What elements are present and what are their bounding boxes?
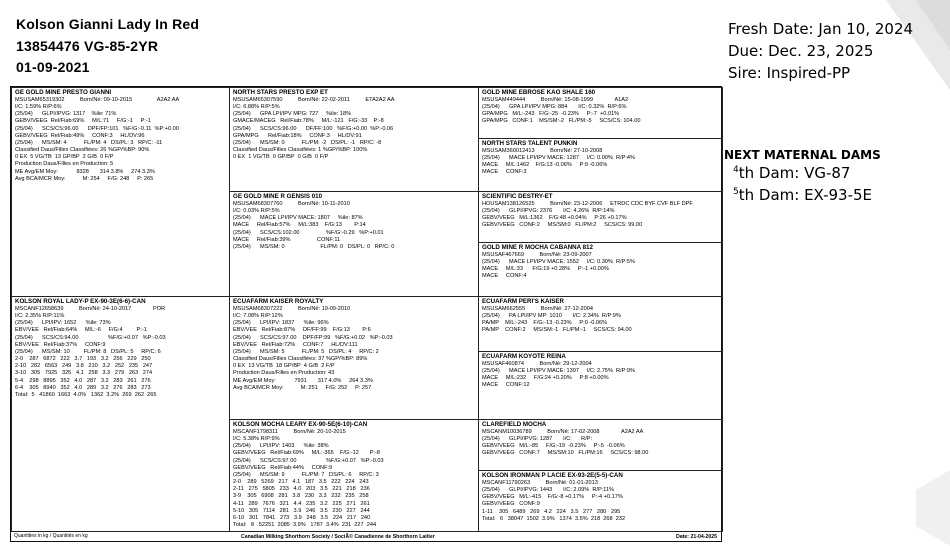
cell-animal-name: GE GOLD MINE R GENSIS 010: [233, 193, 323, 200]
cell-data-line: (25/04) MACE LPI/IPV MACE: 1287 I/C: 0.00% R/P:4%: [482, 155, 635, 162]
cell-animal-name: NORTH STARS PRESTO EXP ET: [233, 89, 328, 96]
pedigree-document: [10, 86, 722, 542]
cell-data-line: (25/04) MS/SM: 0 FL/PM: 0 DS/PL: 0 RP/C: 0: [233, 243, 395, 250]
cell-data-line: 2-0 289 5269 217 4.1 187 3.5 222 224 243: [233, 479, 369, 486]
cell-data-line: MSUSAM68307222 Born/Né: 19-09-2010: [233, 305, 351, 312]
pedigree-cell-sire-dam: [229, 191, 479, 297]
cell-data-line: (25/04) GLPI/IPVG: 1443 I/C: 2.09% R/P:11%: [482, 487, 615, 494]
cell-data-line: (25/04) LPI/IPV: 1652 %ile: 73%: [15, 320, 111, 327]
cell-data-line: (25/04) MACE LPI/IPV MACE: 1807 %ile: 87%: [233, 215, 363, 222]
cell-data-line: ME Avg/EM Moy: 8328 314 3.8% 274 3.3%: [15, 168, 155, 175]
cell-animal-name: ECUAFARM KOYOTE REINA: [482, 353, 566, 360]
cell-data-line: (25/04) GPA LPI/IPV MPG: 884 I/C: 0.32% R/P:6%: [482, 104, 627, 111]
cell-data-line: I/C: 1.59% R/P:6%: [15, 104, 62, 111]
cell-data-line: Total: 6 38047 1502 3.9% 1374 3.5% 218 268 232: [482, 515, 626, 522]
pedigree-cell-dam-sire: [229, 296, 479, 420]
fourth-dam: $^4$th Dam: VG-87: [733, 164, 851, 182]
cell-data-line: PA/MP CONF:2 MS/SM:-1 FL/PM:-1 SCS/CS: 94.00: [482, 327, 632, 334]
cell-data-line: MSCANF1798311 Born/Né: 20-10-2015: [233, 428, 346, 435]
cell-data-line: (25/04) GPA LPI/IPV MPG: 727 %ile: 18%: [233, 111, 352, 118]
cell-data-line: MACE M/L:232 F/G:24 +0.20% P:8 +0.00%: [482, 375, 609, 382]
cell-data-line: (25/04) LPI/IPV: 1837 %ile: 96%: [233, 320, 329, 327]
cell-data-line: (25/04) MS/SM: 10 FL/PM: 8 DS/PL: 5 RP/C: 6: [15, 348, 161, 355]
cell-animal-name: KOLSON MOCHA LEARY EX-90-5E(6-10)-CAN: [233, 421, 368, 428]
cell-data-line: PA/MP M/L:-243 F/G:-13 -0.23% P:0 -0.06%: [482, 320, 608, 327]
cell-data-line: GEBV/VÉEG Rel/Fiab:49% CONF:3 HL/DV:96: [15, 132, 145, 139]
cell-data-line: Total: 5 41860 1663 4.0% 1362 3.2% 269 262 265: [15, 391, 157, 398]
cell-data-line: GMACE/MACEG Rel/Fiab:78% M/L:-121 F/G:-33 P:-8: [233, 118, 384, 125]
cell-data-line: (25/04) LPI/IPV: 1403 %ile: 38%: [233, 443, 329, 450]
footer-quantities-note: Quantities in kg / Quantités en kg: [14, 533, 88, 539]
cell-animal-name: GOLD MINE EBROSE KAO SHALE 160: [482, 89, 596, 96]
sire: Sire: Inspired-PP: [728, 64, 851, 82]
cell-data-line: GPA/MPG CONF:1 MS/SM:-2 FL/PM:-5 SCS/CS: 104.00: [482, 118, 641, 125]
cell-data-line: MSUSAF460874 Born/Né: 29-12-2004: [482, 360, 592, 367]
footer-society: Canadian Milking Shorthorn Society / SociÃ© Canadienne de Shorthorn Laitier: [241, 534, 435, 540]
pedigree-cell-sire: [11, 87, 230, 297]
cell-data-line: I/C: 7.08% R/P:12%: [233, 313, 283, 320]
cell-data-line: (25/04) SCS/CS:97.00 %F/G:+0.07 %P:-0.03: [233, 457, 384, 464]
pedigree-cell-sdd: [478, 242, 723, 297]
cell-data-line: EBV/VÉE Rel/Fiab:72% CONF:7 HL/DV:111: [233, 341, 358, 348]
cell-data-line: MACE CONF:12: [482, 382, 530, 389]
cell-animal-name: KOLSON ROYAL LADY-P EX-90-3E(6-6)-CAN: [15, 298, 146, 305]
fifth-dam: $^5$th Dam: EX-93-5E: [733, 186, 873, 204]
cell-data-line: GEBV/VÉEG M/L:-85 F/G:-19 -0.23% P:-5 -0.06%: [482, 443, 625, 450]
cell-data-line: GEBV/VÉEG Rel/Fiab:69% M/L:71 F/G:-1 P:-1: [15, 118, 151, 125]
cell-data-line: MACE M/L:33 F/G:19 +0.28% P:-1 +0.00%: [482, 266, 609, 273]
cell-data-line: (25/04) SCS/CS:96.00 DF/FF:100 %F/G:+0.00 %P:-0.06: [233, 125, 394, 132]
cell-data-line: EBV/VÉE Rel/Fiab:87% DF/FF:99 F/G:13 P:6: [233, 327, 371, 334]
pedigree-cell-sire-sire: [229, 87, 479, 192]
pedigree-cell-dam-dam: [229, 419, 479, 532]
maternal-dams-title: NEXT MATERNAL DAMS: [724, 148, 881, 162]
cell-data-line: Avg BCA/MCR Moy: M: 254 F/G: 248 P: 265: [15, 175, 154, 182]
cell-animal-name: NORTH STARS TALENT PUNKIN: [482, 140, 578, 147]
cell-data-line: MSCANM10036789 Born/Né: 17-02-2008 A2A2 AA: [482, 428, 644, 435]
cell-data-line: GEBV/VÉEG Rel/Fiab:44% CONF:9: [233, 464, 333, 471]
registration-line: 13854476 VG-85-2YR: [16, 38, 159, 54]
cell-data-line: (25/04) MS/SM: 0 FL/PM: -2 DS/PL: -1 RP/C: -8: [233, 139, 382, 146]
cell-data-line: MSUSAF467669 Born/Né: 23-09-2007: [482, 251, 592, 258]
cell-data-line: 1-11 305 6489 269 4.2 224 3.5 277 280 295: [482, 508, 621, 515]
cell-data-line: MSCANF12658639 Born/Né: 24-10-2017 POR: [15, 305, 166, 312]
cell-data-line: I/C: 5.38% R/P:9%: [233, 436, 280, 443]
pedigree-cell-sds: [478, 191, 723, 243]
cell-data-line: 2-11 275 5805 233 4.0 203 3.5 221 218 236: [233, 486, 370, 493]
cell-data-line: (25/04) MS/SM: 4 FL/PM: 4 DS/PL: 3 RP/C: -11: [15, 139, 163, 146]
cell-data-line: MACE Rel/Fiab:57% M/L:383 F/G:13 P:14: [233, 222, 366, 229]
cell-data-line: 5-4 298 8895 352 4.0 287 3.2 283 261 276: [15, 377, 151, 384]
cell-data-line: GEBV/VÉEG M/L:1362 F/G:48 +0.04% P:26 +0.17%: [482, 215, 627, 222]
cell-data-line: MSUSAM65319302 Born/Né: 09-10-2015 A2A2 AA: [15, 96, 180, 103]
cell-data-line: MSCANF11790263 Born/Né: 01-01-2013: [482, 479, 598, 486]
pedigree-cell-dds: [478, 419, 723, 471]
cell-data-line: 0 EX 13 VG/TB 18 GP/BP 4 G/B 2 F/P: [233, 363, 335, 370]
pedigree-cell-sss: [478, 87, 723, 139]
cell-data-line: GPA/MPG Rel/Fiab:18% CONF:3 HL/DV:91: [233, 132, 362, 139]
cell-data-line: (25/04) SCS/CS:102.00 %F/G:-0.29 %P:+0.01: [233, 229, 384, 236]
cell-data-line: (25/04) MS/SM: 9 FL/PM: 7 DS/PL: 6 RP/C: 3: [233, 471, 379, 478]
cell-data-line: (25/04) SCS/CS:94.00 %F/G:+0.07 %P:-0.03: [15, 334, 166, 341]
cell-data-line: Production Daus/Filles en Production: 43: [233, 370, 335, 377]
cell-animal-name: SCIENTIFIC DESTRY-ET: [482, 193, 553, 200]
cell-data-line: GEBV/VÉEG CONF:7 MS/SM:10 FL/PM:16 SCS/CS: 98.00: [482, 450, 649, 457]
cell-data-line: GPA/MPG M/L:-243 F/G:-25 -0.23% P:-7 +0.01%: [482, 111, 620, 118]
corner-decoration-right-arrow: [916, 470, 950, 546]
cell-data-line: Classified Daus/Filles Classifiées: 37 %GP/%BP: 89%: [233, 356, 368, 363]
pedigree-cell-ssd: [478, 138, 723, 192]
cell-data-line: MACE Rel/Fiab:39% CONF:11: [233, 236, 341, 243]
cell-data-line: MSUSAM360012413 Born/Né: 27-10-2008: [482, 147, 603, 154]
pedigree-cell-ddd: [478, 470, 723, 532]
footer-date: Date: 21-04-2025: [676, 534, 717, 540]
cell-data-line: I/C: 2.35% R/P:11%: [15, 313, 65, 320]
pedigree-cell-dsd: [478, 351, 723, 420]
cell-data-line: MSUSAM68307760 Born/Né: 10-11-2010: [233, 200, 350, 207]
cell-data-line: (25/04) GLPI/IPVG: 1317 %ile: 71%: [15, 111, 117, 118]
cell-data-line: Classified Daus/Filles Classifiées: 1 %GP/%BP: 100%: [233, 147, 368, 154]
cell-data-line: 0 EX 5 VG/TB 13 GP/BP 2 G/B 0 F/P: [15, 154, 114, 161]
cell-data-line: 3-10 305 7925 325 4.1 258 3.3 279 263 274: [15, 370, 153, 377]
cell-data-line: (25/04) SCS/CS:97.00 DPF/FP:99 %F/G:+0.02 %P:-0.03: [233, 334, 393, 341]
cell-data-line: (25/04) GLPI/IPVG: 1287 I/C: R/P:: [482, 436, 593, 443]
cell-animal-name: ECUAFARM KAISER ROYALTY: [233, 298, 324, 305]
cell-data-line: MACE CONF:4: [482, 273, 527, 280]
fresh-date: Fresh Date: Jan 10, 2024: [728, 20, 914, 38]
cell-data-line: (25/04) GLPI/IPVG: 2376 I/C: 4.26% R/P:14%: [482, 208, 615, 215]
cell-data-line: Classified Daus/Filles Classifiées: 26 %GP/%BP: 90%: [15, 147, 150, 154]
cell-data-line: Production Daus/Filles en Production: 5: [15, 161, 114, 168]
cell-data-line: 0 EX 1 VG/TB 0 GP/BP 0 G/B 0 F/P: [233, 154, 329, 161]
cell-data-line: (25/04) MACE LPI/IPV MACE: 1552 I/C: 0.30% R/P:5%: [482, 259, 635, 266]
cell-data-line: EBV/VÉE Rel/Fiab:64% M/L:-6 F/G:4 P:-1: [15, 327, 147, 334]
pedigree-cell-dss: [478, 296, 723, 352]
cell-data-line: 6-4 305 8940 352 4.0 289 3.2 276 283 273: [15, 384, 151, 391]
cell-data-line: 5-10 305 7114 281 3.9 246 3.5 230 227 244: [233, 507, 370, 514]
cell-data-line: (25/04) PA LPI/IPV MP: 1010 I/C: 2.34% R/P:9%: [482, 313, 621, 320]
cell-data-line: 2-10 282 6563 249 3.8 210 3.2 252 235 247: [15, 363, 153, 370]
cell-animal-name: GOLD MINE R MOCHA CABANNA 812: [482, 244, 593, 251]
cell-data-line: 2-0 287 6872 222 3.7 193 3.2 256 229 250: [15, 356, 151, 363]
cell-data-line: MACE CONF:3: [482, 169, 527, 176]
cow-name: Kolson Gianni Lady In Red: [16, 16, 200, 32]
cell-data-line: I/C: 0.03% R/P:5%: [233, 208, 280, 215]
cell-animal-name: ECUAFARM PERI'S KAISER: [482, 298, 564, 305]
cell-data-line: (25/04) MS/SM: 5 FL/PM: 5 DS/PL: 4 RP/C: 2: [233, 348, 379, 355]
pedigree-cell-dam: [11, 296, 230, 532]
cell-data-line: 4-11 289 7676 321 4.4 235 3.2 225 271 261: [233, 500, 370, 507]
cell-data-line: MSUSAM449444 Born/Né: 15-08-1999 A1A2: [482, 96, 629, 103]
cell-data-line: 6-10 301 7841 273 3.9 248 3.5 224 217 240: [233, 514, 371, 521]
cell-data-line: GEBV/VÉEG CONF:9: [482, 501, 540, 508]
cell-data-line: MSUSAM65307590 Born/Né: 22-02-2011 ETA2A2 AA: [233, 96, 395, 103]
cell-data-line: ME Avg/EM Moy: 7931 317 4.0% 264 3.3%: [233, 377, 373, 384]
cell-data-line: GEBV/VÉEG Rel/Fiab:69% M/L:-365 F/G:-12 P:-8: [233, 450, 381, 457]
cell-animal-name: KOLSON IRONMAN P LACIE EX-93-2E(5-5)-CAN: [482, 472, 623, 479]
cell-data-line: GEBV/VÉEG CONF:2 MS/SM:0 FL/PM:2 SCS/CS: 99.00: [482, 222, 643, 229]
cell-data-line: GEBV/VÉEG M/L:-415 F/G:-8 +0.17% P:-4 +0.17%: [482, 494, 623, 501]
due-date: Due: Dec. 23, 2025: [728, 42, 874, 60]
cell-data-line: Avg BCA/MCR Moy: M: 251 F/G: 252 P: 257: [233, 384, 372, 391]
cell-animal-name: GE GOLD MINE PRESTO GIANNI: [15, 89, 112, 96]
birth-date: 01-09-2021: [16, 59, 90, 75]
cell-data-line: I/C: 6.88% R/P:5%: [233, 104, 280, 111]
cell-data-line: HOUSAM138126525 Born/Né: 23-12-2006 ETRDC CDC BYF CVF BLF DPF: [482, 200, 693, 207]
cell-data-line: MACE M/L:1462 F/G:13 -0.06% P:9 -0.06%: [482, 162, 608, 169]
cell-animal-name: CLAREFIELD MOCHA: [482, 421, 547, 428]
cell-data-line: (25/04) MACE LPI/IPV MACE: 1397 I/C: 2.75% R/P:9%: [482, 368, 635, 375]
cell-data-line: (25/04) SCS/CS:96.00 DPF/FP:101 %F/G:-0.11 %P:+0.00: [15, 125, 179, 132]
cell-data-line: EBV/VÉE Rel/Fiab:37% CONF:9: [15, 341, 106, 348]
cell-data-line: 3-9 305 6908 281 3.8 230 3.3 232 235 258: [233, 493, 369, 500]
cell-data-line: MSUSAM662555 Born/Né: 27-12-2004: [482, 305, 594, 312]
cell-data-line: Total: 8 52251 2085 3.9% 1787 3.4% 231 227 244: [233, 521, 377, 528]
